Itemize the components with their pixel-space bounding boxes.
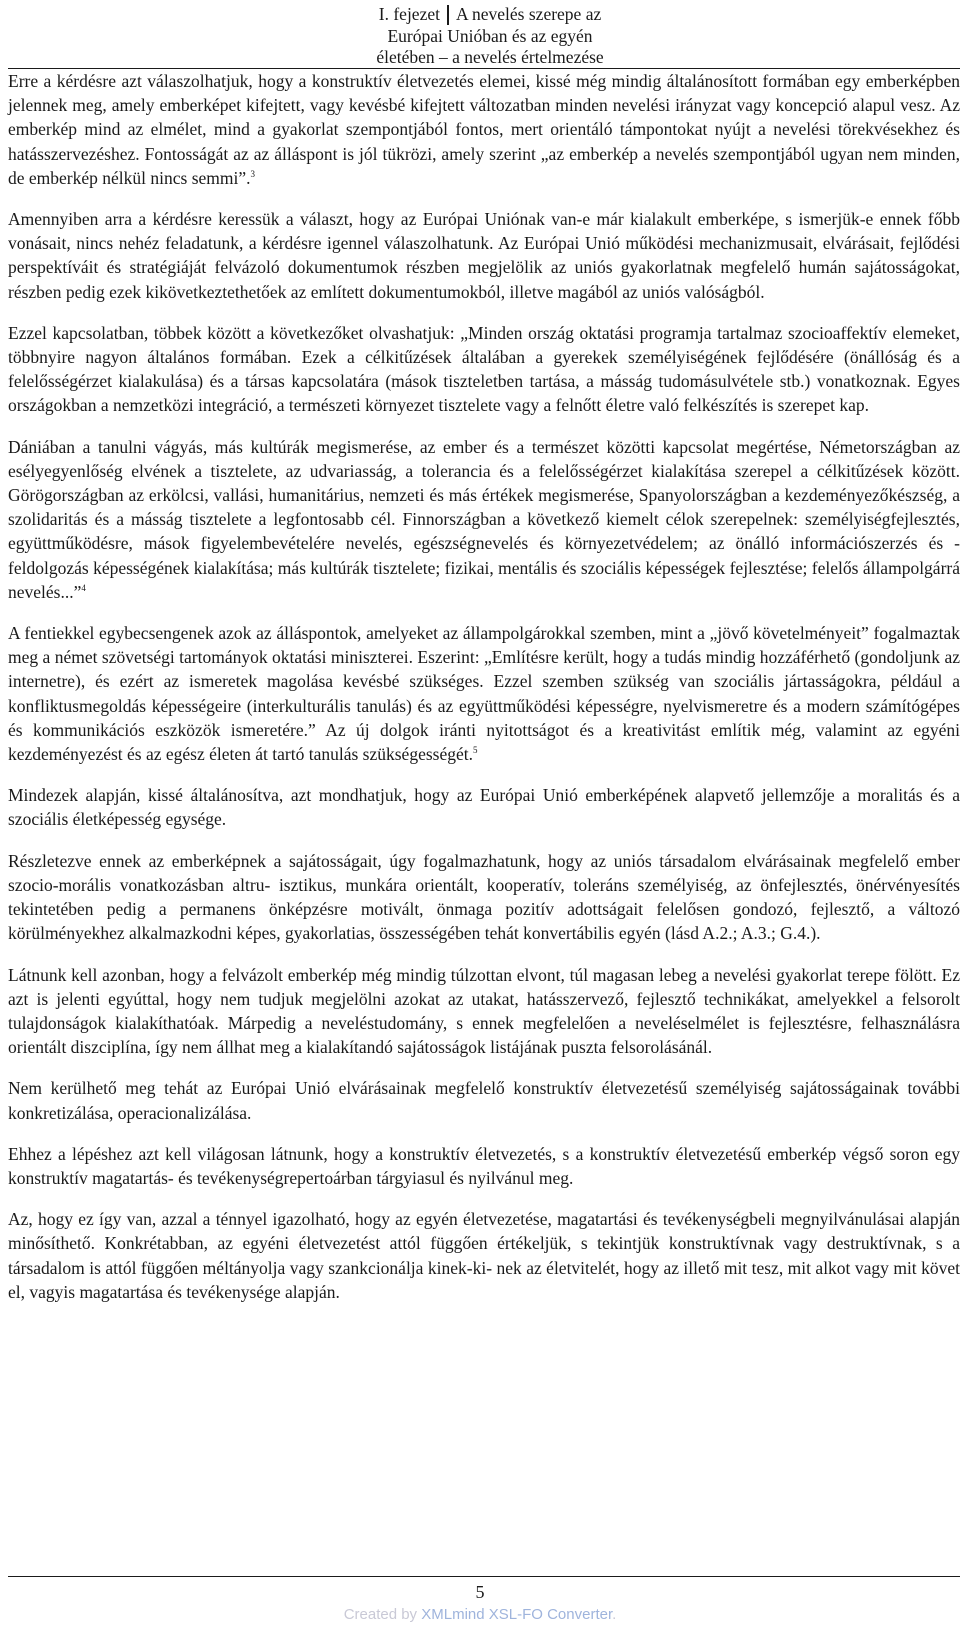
paragraph-text: Amennyiben arra a kérdésre keressük a választ, hogy az Európai Uniónak van-e már kialakult emberképe, s ismerjük-e ennek főbb vonásait, nincs nehéz feladatunk, a kérdésre igennel válaszolhatunk. Az Európai Unió működési mechanizmusait, elvárásait, fejlődési perspektíváit és stratégiáját felvázoló dokumentumok részben megjelölik az uniós gyakorlatnak megfelelő humán sajátosságokat, részben pedig ezek kikövetkeztethetőek az említett dokumentumokból, illetve magából az uniós valóságból. xyxy=(8,209,960,302)
paragraph-text: A fentiekkel egybecsengenek azok az álláspontok, amelyeket az állampolgárokkal szemben, mint a „jövő követelményeit” fogalmaztak meg a német szövetségi tartományok oktatási miniszterei. Eszerint: „Említésre került, hogy a tudás mindig hozzáférhető (gondoljunk az internetre), és ezért az ismeretek magolása kevésbé szükséges. Ezzel szemben szükség van szociális jártasságokra, például a konfliktusmegoldás képességeire (interkulturális tanulás) és az együttműködési képességre, nyelvismeretre és a modern számítógépes és kommunikációs eszközök ismeretére.” Az új dolgok iránti nyitottságot és a kreativitást említik még, valamint az egyéni kezdeményezést és az egész életen át tartó tanulás szükségességét. xyxy=(8,623,960,765)
paragraph-6 xyxy=(8,783,960,831)
paragraph-10 xyxy=(8,1142,960,1190)
footnote-ref-3[interactable]: 3 xyxy=(250,168,255,179)
paragraph-1 xyxy=(8,69,960,190)
header-chapter-line xyxy=(345,4,635,26)
paragraph-5 xyxy=(8,621,960,766)
paragraph-text: Az, hogy ez így van, azzal a ténnyel igazolható, hogy az egyén életvezetése, magatartási és tevékenységbeli megnyilvánulásai alapján minősíthető. Konkrétabban, az egyéni életvezetést attól függően értékeljük, s tekintjük konstruktívnak vagy destruktívnak, s a társadalom is attól függően méltányolja vagy szankcionálja kinek-ki- nek az életvitelét, hogy az illető mit tesz, mit alkot vagy mit követ el, vagyis magatartása és tevékenysége alapján. xyxy=(8,1209,960,1302)
paragraph-2 xyxy=(8,207,960,304)
paragraph-text: Ezzel kapcsolatban, többek között a következőket olvashatjuk: „Minden ország oktatási programja tartalmaz szocioaffektív elemeket, többnyire nagyon általános formában. Ezek a célkitűzések általában a gyerekek személyiségének fejlődésére (önállóság és a felelősségérzet kialakulása) és a társas kapcsolatára (mások tiszteletben tartása, a másság tudomásulvétele stb.) vonatkoznak. Egyes országokban a nemzetközi integráció, a természeti környezet tisztelete vagy a felnőtt életre való felkészítés is szerepet kap. xyxy=(8,322,960,416)
watermark-suffix: . xyxy=(612,1606,617,1623)
paragraph-text: Erre a kérdésre azt válaszolhatjuk, hogy a konstruktív életvezetés elemei, kissé még mindig általánosított formában egy emberképben jelennek meg, amely emberképet kifejtett, vagy kevésbé kifejtett változatban minden nevelési irányzat vagy koncepció alapul vesz. Az emberkép mind az elmélet, mind a gyakorlat szempontjából fontos, mert orientáló támpontokat nyújt a nevelési törekvésekhez és hatásszervezéshez. Fontosságát az az álláspont is jól tükrözi, amely szerint „az emberkép a nevelés szempontjából ugyan nem minden, de emberkép nélkül nincs semmi”. xyxy=(8,71,960,188)
footnote-ref-5[interactable]: 5 xyxy=(473,745,478,756)
running-header xyxy=(345,4,635,69)
watermark-brand: XMLmind XSL-FO Converter xyxy=(421,1606,613,1623)
header-title-line1: A nevelés szerepe az xyxy=(455,4,602,24)
watermark-prefix: Created by xyxy=(343,1606,422,1623)
header-title-line2: Európai Unióban és az egyén xyxy=(387,25,593,46)
header-separator xyxy=(447,5,449,25)
paragraph-text: Nem kerülhető meg tehát az Európai Unió elvárásainak megfelelő konstruktív életvezetésű személyiség sajátosságainak további konkretizálása, operacionalizálása. xyxy=(8,1078,960,1123)
paragraph-text: Dániában a tanulni vágyás, más kultúrák megismerése, az ember és a természet közötti kapcsolat megértése, Németországban az esélyegyenlőség elvének a tisztelete, az udvariasság, a tolerancia és a felelősségérzet kialakítása szerepel a célkitűzések között. Görögországban az erkölcsi, vallási, humanitárius, nemzeti és más értékek megismerése, Spanyolországban a kezdeményezőkészség, a szolidaritás és a másság tisztelete a legfontosabb cél. Finnországban a következő kiemelt célok szerepelnek: személyiségfejlesztés, együttműködésre, mások figyelembevételére nevelés, egészségnevelés és környezetvédelem; az önálló információszerzés és -feldolgozás képességének kialakítása; más kultúrák tisztelete; fizikai, mentális és szociális képességek fejlesztése; felelős állampolgárrá nevelés...” xyxy=(8,436,960,602)
paragraph-text: Ehhez a lépéshez azt kell világosan látnunk, hogy a konstruktív életvezetés, s a konstruktív életvezetésű emberkép végső soron egy konstruktív magatartás- és tevékenységrepertoárban tárgyiasul és nyilvánul meg. xyxy=(8,1143,960,1188)
paragraph-3 xyxy=(8,321,960,418)
page-number: 5 xyxy=(475,1582,485,1602)
footer-rule xyxy=(8,1576,960,1577)
converter-watermark xyxy=(0,1605,960,1625)
footnote-ref-4[interactable]: 4 xyxy=(81,583,86,594)
header-title-line3: életében – a nevelés értelmezése xyxy=(376,47,604,67)
paragraph-8 xyxy=(8,963,960,1060)
paragraph-11 xyxy=(8,1207,960,1304)
paragraph-9 xyxy=(8,1076,960,1124)
paragraph-text: Mindezek alapján, kissé általánosítva, azt mondhatjuk, hogy az Európai Unió emberképének alapvető jellemzője a moralitás és a szociális életképesség egysége. xyxy=(8,785,960,830)
paragraph-4 xyxy=(8,435,960,604)
paragraph-text: Részletezve ennek az emberképnek a sajátosságait, úgy fogalmazhatunk, hogy az uniós társadalom elvárásainak megfelelő ember szocio-morális vonatkozásban altru- isztikus, munkára orientált, kooperatív, toleráns személyiség, az önfejlesztés, önérvényesítés tekintetében pedig a permanens önképzésre motivált, önmaga pozitív adottságait felelősen gondozó, fejlesztő, a változó körülményekhez alkalmazkodni képes, gyakorlatias, összességében tehát konvertábilis egyén (lásd A.2.; A.3.; G.4.). xyxy=(8,850,960,944)
paragraph-text: Látnunk kell azonban, hogy a felvázolt emberkép még mindig túlzottan elvont, túl magasan lebeg a nevelési gyakorlat terepe fölött. Ez azt is jelenti egyúttal, hogy nem tudjuk megjelölni azokat az utakat, hatásszervező, fejlesztő technikákat, amelyekkel a felsorolt tulajdonságok kialakíthatóak. Márpedig a neveléstudomány, s ennek megfelelően a neveléselmélet is fejlesztésre, felhasználásra orientált diszciplína, így nem állhat meg a kialakítandó sajátosságok listájának puszta felsorolásánál. xyxy=(8,964,960,1058)
paragraph-7 xyxy=(8,849,960,946)
body-text xyxy=(8,69,960,1321)
header-chapter: I. fejezet xyxy=(378,4,440,24)
